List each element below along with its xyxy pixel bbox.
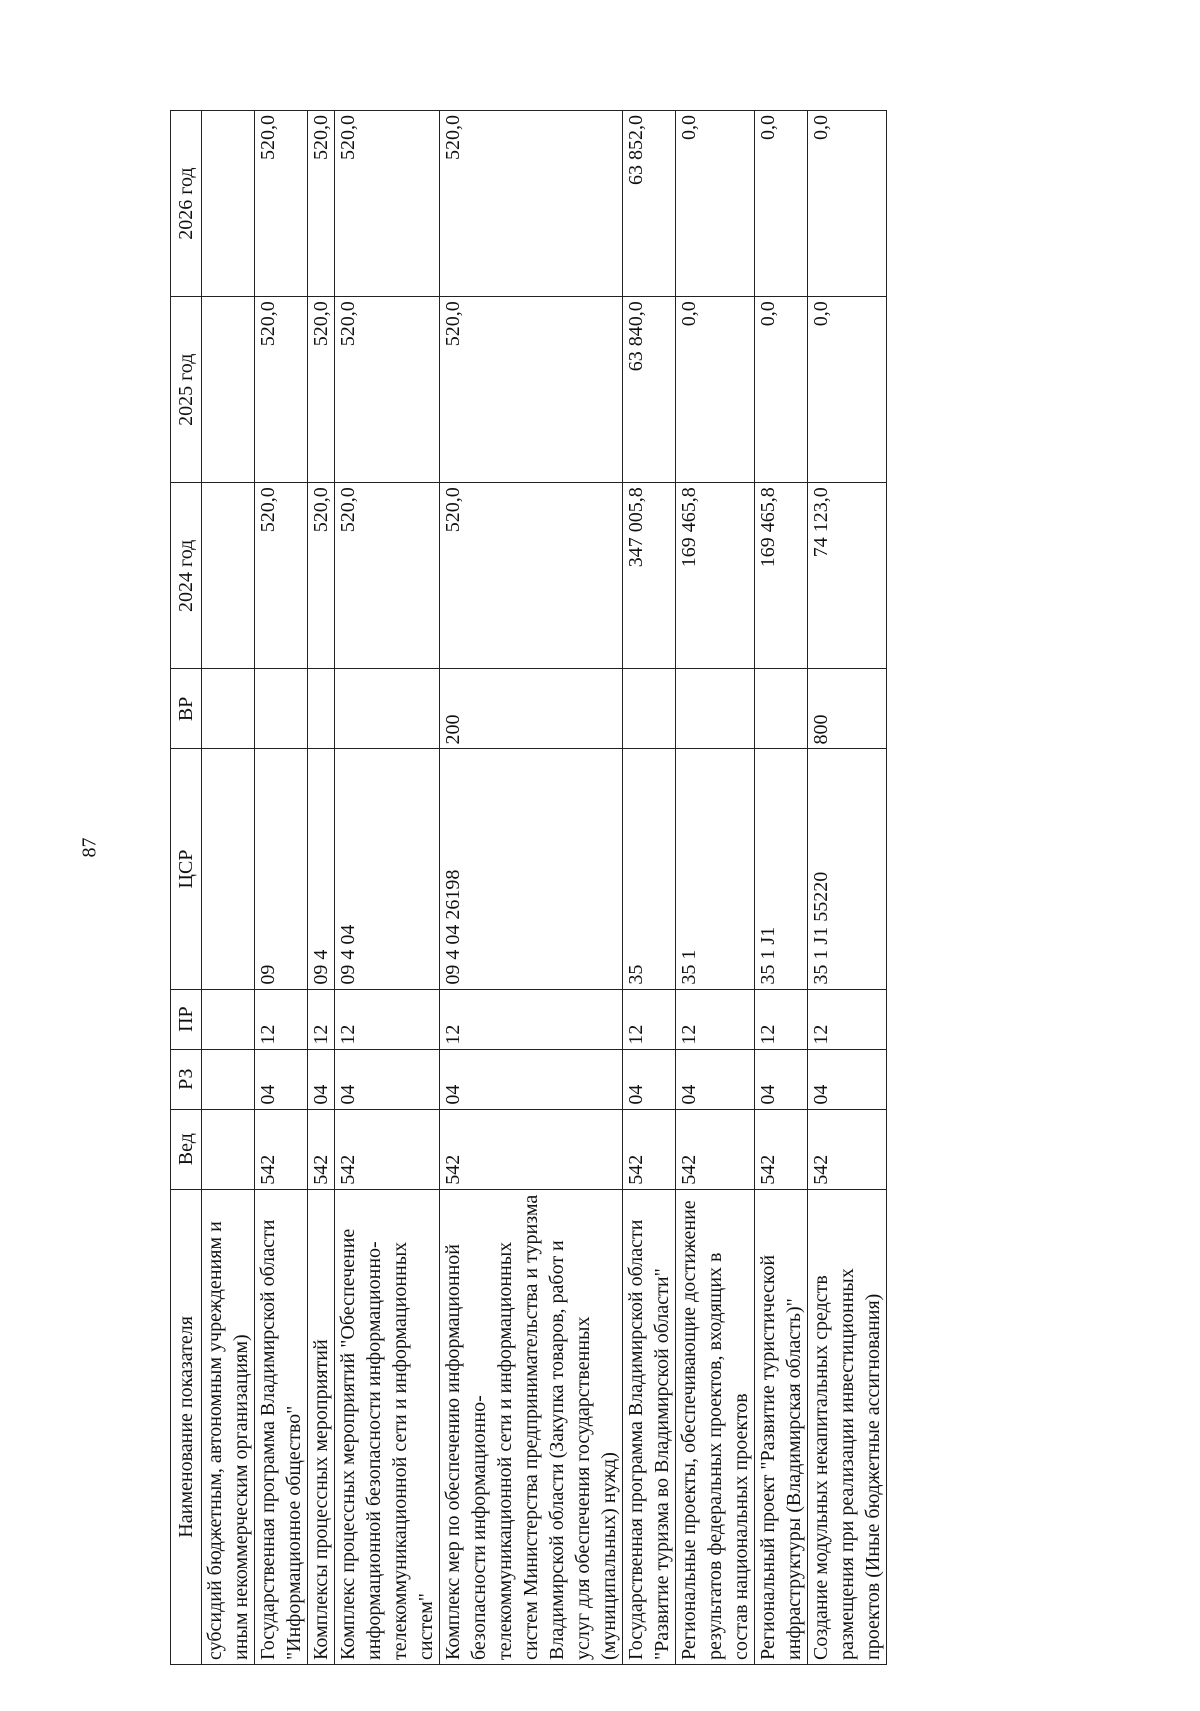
table-row [308, 111, 335, 1665]
table-row [440, 111, 623, 1665]
cell-csr: 09 [255, 749, 308, 989]
budget-table [170, 110, 887, 1665]
cell-csr [202, 749, 255, 989]
cell-vr [623, 669, 676, 749]
cell-ved: 542 [308, 1109, 335, 1189]
cell-ved: 542 [255, 1109, 308, 1189]
cell-name: субсидий бюджетным, автономным учреждениям и иным некоммерческим организациям) [202, 1189, 255, 1664]
cell-2026: 520,0 [308, 111, 335, 297]
header-vr: ВР [171, 669, 202, 749]
cell-2024: 74 123,0 [808, 483, 887, 669]
cell-vr [335, 669, 440, 749]
cell-2026 [202, 111, 255, 297]
cell-ved: 542 [755, 1109, 808, 1189]
cell-2025: 520,0 [255, 297, 308, 483]
cell-rz: 04 [808, 1049, 887, 1109]
cell-2024: 169 465,8 [755, 483, 808, 669]
table-header-row [171, 111, 202, 1665]
cell-2026: 520,0 [440, 111, 623, 297]
cell-2025: 520,0 [335, 297, 440, 483]
cell-name: Государственная программа Владимирской области "Развитие туризма во Владимирской области" [623, 1189, 676, 1664]
cell-vr: 200 [440, 669, 623, 749]
header-csr: ЦСР [171, 749, 202, 989]
cell-ved: 542 [335, 1109, 440, 1189]
cell-2026: 0,0 [676, 111, 755, 297]
cell-2026: 0,0 [755, 111, 808, 297]
header-rz: РЗ [171, 1049, 202, 1109]
cell-pr: 12 [308, 989, 335, 1049]
cell-vr [255, 669, 308, 749]
cell-2025 [202, 297, 255, 483]
cell-2025: 0,0 [676, 297, 755, 483]
cell-csr: 09 4 [308, 749, 335, 989]
cell-rz: 04 [255, 1049, 308, 1109]
table-row [335, 111, 440, 1665]
cell-rz: 04 [335, 1049, 440, 1109]
cell-2024: 520,0 [255, 483, 308, 669]
header-ved: Вед [171, 1109, 202, 1189]
cell-2024: 520,0 [335, 483, 440, 669]
cell-rz: 04 [308, 1049, 335, 1109]
cell-rz: 04 [755, 1049, 808, 1109]
cell-rz: 04 [623, 1049, 676, 1109]
cell-pr: 12 [676, 989, 755, 1049]
cell-pr: 12 [255, 989, 308, 1049]
cell-2024: 169 465,8 [676, 483, 755, 669]
cell-ved: 542 [676, 1109, 755, 1189]
header-2025: 2025 год [171, 297, 202, 483]
cell-pr: 12 [335, 989, 440, 1049]
table-row [808, 111, 887, 1665]
rotated-page-content [170, 110, 887, 1665]
header-pr: ПР [171, 989, 202, 1049]
cell-pr [202, 989, 255, 1049]
cell-vr [308, 669, 335, 749]
cell-name: Государственная программа Владимирской области "Информационное общество" [255, 1189, 308, 1664]
cell-name: Комплексы процессных мероприятий [308, 1189, 335, 1664]
cell-rz [202, 1049, 255, 1109]
cell-vr [755, 669, 808, 749]
cell-rz: 04 [676, 1049, 755, 1109]
cell-rz: 04 [440, 1049, 623, 1109]
cell-vr: 800 [808, 669, 887, 749]
cell-csr: 35 1 J1 [755, 749, 808, 989]
cell-2026: 520,0 [335, 111, 440, 297]
table-row [755, 111, 808, 1665]
cell-2025: 520,0 [308, 297, 335, 483]
cell-ved: 542 [623, 1109, 676, 1189]
cell-ved: 542 [440, 1109, 623, 1189]
cell-ved: 542 [808, 1109, 887, 1189]
cell-name: Региональные проекты, обеспечивающие достижение результатов федеральных проектов, входящих в состав национальных проектов [676, 1189, 755, 1664]
table-row [202, 111, 255, 1665]
cell-2024 [202, 483, 255, 669]
cell-2025: 0,0 [755, 297, 808, 483]
header-name: Наименование показателя [171, 1189, 202, 1664]
table-row [676, 111, 755, 1665]
table-row [623, 111, 676, 1665]
cell-pr: 12 [623, 989, 676, 1049]
cell-2026: 63 852,0 [623, 111, 676, 297]
header-2024: 2024 год [171, 483, 202, 669]
cell-2026: 520,0 [255, 111, 308, 297]
cell-name: Создание модульных некапитальных средств размещения при реализации инвестиционных проектов (Иные бюджетные ассигнования) [808, 1189, 887, 1664]
cell-ved [202, 1109, 255, 1189]
cell-pr: 12 [440, 989, 623, 1049]
cell-csr: 35 [623, 749, 676, 989]
cell-csr: 09 4 04 26198 [440, 749, 623, 989]
header-2026: 2026 год [171, 111, 202, 297]
cell-csr: 35 1 J1 55220 [808, 749, 887, 989]
cell-name: Комплекс процессных мероприятий "Обеспечение информационной безопасности информационно-телекоммуникационной сети и информационных систем" [335, 1189, 440, 1664]
cell-name: Комплекс мер по обеспечению информационной безопасности информационно-телекоммуникационной сети и информационных систем Министерства предпринимательства и туризма Владимирской области (Закупка товаров, работ и услуг для обеспечения государственных (муниципальных) нужд) [440, 1189, 623, 1664]
table-row [255, 111, 308, 1665]
cell-2025: 520,0 [440, 297, 623, 483]
cell-2024: 520,0 [308, 483, 335, 669]
cell-2026: 0,0 [808, 111, 887, 297]
cell-vr [676, 669, 755, 749]
page-number: 87 [78, 837, 101, 858]
cell-2025: 0,0 [808, 297, 887, 483]
cell-csr: 35 1 [676, 749, 755, 989]
cell-2024: 347 005,8 [623, 483, 676, 669]
cell-name: Региональный проект "Развитие туристической инфраструктуры (Владимирская область)" [755, 1189, 808, 1664]
cell-2025: 63 840,0 [623, 297, 676, 483]
cell-csr: 09 4 04 [335, 749, 440, 989]
cell-2024: 520,0 [440, 483, 623, 669]
cell-pr: 12 [808, 989, 887, 1049]
cell-pr: 12 [755, 989, 808, 1049]
cell-vr [202, 669, 255, 749]
